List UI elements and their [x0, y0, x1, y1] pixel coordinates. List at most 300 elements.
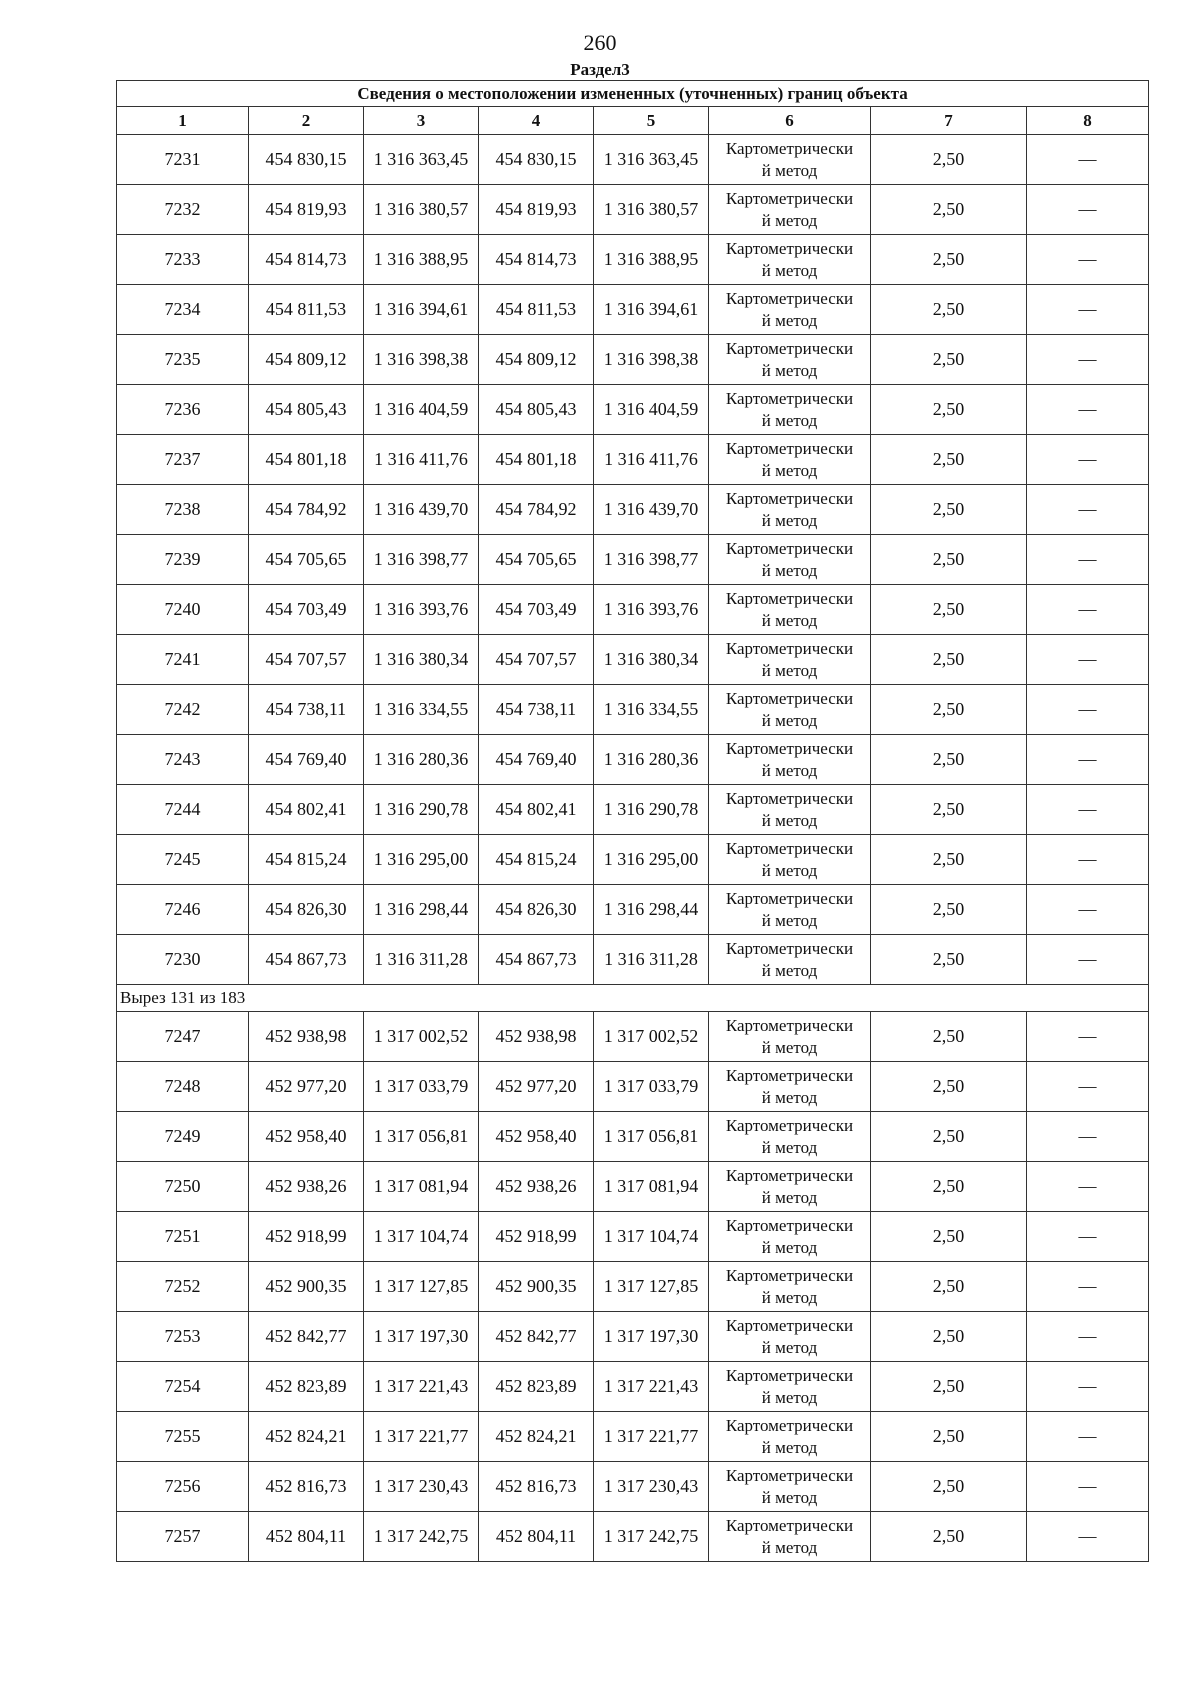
point-number-cell: 7231: [117, 135, 249, 185]
table-caption: Сведения о местоположении измененных (уточненных) границ объекта: [117, 81, 1149, 107]
method-cell: [709, 435, 871, 485]
y-coordinate-cell: 1 317 242,75: [364, 1512, 479, 1562]
description-cell: —: [1027, 435, 1149, 485]
y-coordinate-cell: 1 317 002,52: [594, 1012, 709, 1062]
method-text: Картометрически: [725, 788, 854, 808]
point-number-cell: 7249: [117, 1112, 249, 1162]
y-coordinate-cell: 1 317 221,77: [364, 1412, 479, 1462]
method-cell: [709, 735, 871, 785]
table-row: [117, 785, 1149, 835]
method-cell: [709, 885, 871, 935]
method-text: Картометрически: [725, 1065, 854, 1085]
table-row: [117, 535, 1149, 585]
column-number: 7: [871, 107, 1027, 135]
method-text: й метод: [761, 1337, 818, 1357]
description-cell: —: [1027, 585, 1149, 635]
point-number-cell: 7230: [117, 935, 249, 985]
x-coordinate-cell: 454 830,15: [249, 135, 364, 185]
section-title: Раздел3: [570, 60, 630, 79]
point-number-cell: 7238: [117, 485, 249, 535]
point-number-cell: 7244: [117, 785, 249, 835]
method-text: й метод: [761, 1237, 818, 1257]
method-cell: [709, 235, 871, 285]
method-text: Картометрически: [725, 838, 854, 858]
method-text: Картометрически: [725, 1415, 854, 1435]
x-coordinate-cell: 454 784,92: [249, 485, 364, 535]
method-text: й метод: [761, 1537, 818, 1557]
method-cell: [709, 1212, 871, 1262]
method-text: й метод: [761, 560, 818, 580]
method-text: Картометрически: [725, 738, 854, 758]
method-text: й метод: [761, 710, 818, 730]
method-text: Картометрически: [725, 1315, 854, 1335]
method-text: й метод: [761, 360, 818, 380]
point-number-cell: 7236: [117, 385, 249, 435]
precision-cell: 2,50: [871, 1212, 1027, 1262]
precision-cell: 2,50: [871, 385, 1027, 435]
description-cell: —: [1027, 185, 1149, 235]
description-cell: —: [1027, 735, 1149, 785]
point-number-cell: 7253: [117, 1312, 249, 1362]
method-text: Картометрически: [725, 588, 854, 608]
precision-cell: 2,50: [871, 335, 1027, 385]
method-text: й метод: [761, 460, 818, 480]
method-text: й метод: [761, 910, 818, 930]
x-coordinate-cell: 452 804,11: [249, 1512, 364, 1562]
y-coordinate-cell: 1 316 411,76: [364, 435, 479, 485]
table-row: [117, 335, 1149, 385]
method-cell: [709, 785, 871, 835]
method-text: Картометрически: [725, 188, 854, 208]
method-cell: [709, 1412, 871, 1462]
precision-cell: 2,50: [871, 235, 1027, 285]
point-number-cell: 7232: [117, 185, 249, 235]
description-cell: —: [1027, 635, 1149, 685]
x-coordinate-cell: 454 705,65: [479, 535, 594, 585]
x-coordinate-cell: 454 705,65: [249, 535, 364, 585]
x-coordinate-cell: 454 826,30: [479, 885, 594, 935]
point-number-cell: 7248: [117, 1062, 249, 1112]
method-cell: [709, 385, 871, 435]
point-number-cell: 7237: [117, 435, 249, 485]
x-coordinate-cell: 452 958,40: [479, 1112, 594, 1162]
table-row: [117, 1412, 1149, 1462]
table-row: [117, 285, 1149, 335]
y-coordinate-cell: 1 317 033,79: [594, 1062, 709, 1112]
point-number-cell: 7234: [117, 285, 249, 335]
point-number-cell: 7241: [117, 635, 249, 685]
y-coordinate-cell: 1 317 221,43: [364, 1362, 479, 1412]
description-cell: —: [1027, 335, 1149, 385]
x-coordinate-cell: 452 900,35: [479, 1262, 594, 1312]
point-number-cell: 7243: [117, 735, 249, 785]
method-cell: [709, 1462, 871, 1512]
method-text: Картометрически: [725, 538, 854, 558]
x-coordinate-cell: 452 824,21: [249, 1412, 364, 1462]
method-cell: [709, 1262, 871, 1312]
x-coordinate-cell: 452 977,20: [249, 1062, 364, 1112]
column-number: 2: [249, 107, 364, 135]
x-coordinate-cell: 454 830,15: [479, 135, 594, 185]
method-cell: [709, 585, 871, 635]
precision-cell: 2,50: [871, 485, 1027, 535]
x-coordinate-cell: 454 811,53: [249, 285, 364, 335]
point-number-cell: 7257: [117, 1512, 249, 1562]
point-number-cell: 7239: [117, 535, 249, 585]
method-cell: [709, 635, 871, 685]
x-coordinate-cell: 454 769,40: [479, 735, 594, 785]
method-cell: [709, 1362, 871, 1412]
table-row: [117, 385, 1149, 435]
precision-cell: 2,50: [871, 1062, 1027, 1112]
description-cell: —: [1027, 285, 1149, 335]
table-row: [117, 235, 1149, 285]
method-cell: [709, 135, 871, 185]
description-cell: —: [1027, 1462, 1149, 1512]
y-coordinate-cell: 1 317 081,94: [364, 1162, 479, 1212]
method-cell: [709, 1512, 871, 1562]
table-row: [117, 1212, 1149, 1262]
x-coordinate-cell: 452 977,20: [479, 1062, 594, 1112]
precision-cell: 2,50: [871, 1012, 1027, 1062]
y-coordinate-cell: 1 316 394,61: [594, 285, 709, 335]
point-number-cell: 7255: [117, 1412, 249, 1462]
x-coordinate-cell: 454 707,57: [249, 635, 364, 685]
precision-cell: 2,50: [871, 185, 1027, 235]
method-cell: [709, 1062, 871, 1112]
x-coordinate-cell: 452 938,98: [479, 1012, 594, 1062]
x-coordinate-cell: 454 738,11: [249, 685, 364, 735]
method-text: Картометрически: [725, 488, 854, 508]
x-coordinate-cell: 452 918,99: [249, 1212, 364, 1262]
method-text: Картометрически: [725, 688, 854, 708]
x-coordinate-cell: 454 809,12: [249, 335, 364, 385]
y-coordinate-cell: 1 317 056,81: [364, 1112, 479, 1162]
y-coordinate-cell: 1 316 398,77: [594, 535, 709, 585]
y-coordinate-cell: 1 316 388,95: [594, 235, 709, 285]
y-coordinate-cell: 1 316 439,70: [364, 485, 479, 535]
table-row: [117, 685, 1149, 735]
method-text: Картометрически: [725, 1365, 854, 1385]
x-coordinate-cell: 454 815,24: [479, 835, 594, 885]
y-coordinate-cell: 1 316 439,70: [594, 485, 709, 535]
table-row: [117, 585, 1149, 635]
table-row: [117, 435, 1149, 485]
x-coordinate-cell: 454 802,41: [249, 785, 364, 835]
x-coordinate-cell: 454 805,43: [249, 385, 364, 435]
y-coordinate-cell: 1 316 380,34: [364, 635, 479, 685]
y-coordinate-cell: 1 316 334,55: [594, 685, 709, 735]
y-coordinate-cell: 1 316 380,57: [364, 185, 479, 235]
precision-cell: 2,50: [871, 1312, 1027, 1362]
point-number-cell: 7251: [117, 1212, 249, 1262]
x-coordinate-cell: 454 769,40: [249, 735, 364, 785]
column-number: 1: [117, 107, 249, 135]
method-text: й метод: [761, 1037, 818, 1057]
description-cell: —: [1027, 1062, 1149, 1112]
precision-cell: 2,50: [871, 885, 1027, 935]
table-body: [117, 135, 1149, 1562]
y-coordinate-cell: 1 317 127,85: [594, 1262, 709, 1312]
description-cell: —: [1027, 535, 1149, 585]
y-coordinate-cell: 1 316 290,78: [594, 785, 709, 835]
description-cell: —: [1027, 1362, 1149, 1412]
table-row: [117, 485, 1149, 535]
x-coordinate-cell: 452 804,11: [479, 1512, 594, 1562]
method-text: й метод: [761, 960, 818, 980]
method-text: й метод: [761, 310, 818, 330]
table-row: [117, 1512, 1149, 1562]
table-row: [117, 735, 1149, 785]
x-coordinate-cell: 452 842,77: [479, 1312, 594, 1362]
method-text: й метод: [761, 260, 818, 280]
x-coordinate-cell: 452 816,73: [479, 1462, 594, 1512]
x-coordinate-cell: 454 809,12: [479, 335, 594, 385]
description-cell: —: [1027, 685, 1149, 735]
method-cell: [709, 685, 871, 735]
method-cell: [709, 1012, 871, 1062]
coordinates-table: [116, 80, 1149, 1562]
y-coordinate-cell: 1 317 242,75: [594, 1512, 709, 1562]
point-number-cell: 7235: [117, 335, 249, 385]
y-coordinate-cell: 1 316 380,57: [594, 185, 709, 235]
method-text: й метод: [761, 810, 818, 830]
x-coordinate-cell: 452 938,26: [479, 1162, 594, 1212]
method-text: й метод: [761, 1387, 818, 1407]
precision-cell: 2,50: [871, 785, 1027, 835]
x-coordinate-cell: 454 801,18: [249, 435, 364, 485]
column-number-row: [117, 107, 1149, 135]
subsection-row: [117, 985, 1149, 1012]
subsection-heading: Вырез 131 из 183: [117, 985, 1149, 1012]
table-row: [117, 1062, 1149, 1112]
method-cell: [709, 835, 871, 885]
method-text: Картометрически: [725, 938, 854, 958]
column-number: 4: [479, 107, 594, 135]
x-coordinate-cell: 454 805,43: [479, 385, 594, 435]
x-coordinate-cell: 452 823,89: [249, 1362, 364, 1412]
y-coordinate-cell: 1 317 002,52: [364, 1012, 479, 1062]
x-coordinate-cell: 452 816,73: [249, 1462, 364, 1512]
description-cell: —: [1027, 1312, 1149, 1362]
column-number: 5: [594, 107, 709, 135]
method-text: Картометрически: [725, 638, 854, 658]
x-coordinate-cell: 454 815,24: [249, 835, 364, 885]
y-coordinate-cell: 1 316 393,76: [364, 585, 479, 635]
y-coordinate-cell: 1 316 334,55: [364, 685, 479, 735]
description-cell: —: [1027, 1262, 1149, 1312]
method-text: Картометрически: [725, 1115, 854, 1135]
method-text: й метод: [761, 510, 818, 530]
table-row: [117, 1162, 1149, 1212]
y-coordinate-cell: 1 317 056,81: [594, 1112, 709, 1162]
x-coordinate-cell: 454 811,53: [479, 285, 594, 335]
y-coordinate-cell: 1 316 398,38: [364, 335, 479, 385]
y-coordinate-cell: 1 316 311,28: [364, 935, 479, 985]
table-row: [117, 1112, 1149, 1162]
y-coordinate-cell: 1 316 404,59: [364, 385, 479, 435]
method-text: Картометрически: [725, 388, 854, 408]
precision-cell: 2,50: [871, 585, 1027, 635]
table-row: [117, 1362, 1149, 1412]
precision-cell: 2,50: [871, 435, 1027, 485]
precision-cell: 2,50: [871, 135, 1027, 185]
y-coordinate-cell: 1 316 295,00: [364, 835, 479, 885]
x-coordinate-cell: 452 938,26: [249, 1162, 364, 1212]
description-cell: —: [1027, 1512, 1149, 1562]
y-coordinate-cell: 1 317 221,43: [594, 1362, 709, 1412]
y-coordinate-cell: 1 317 230,43: [594, 1462, 709, 1512]
method-cell: [709, 335, 871, 385]
y-coordinate-cell: 1 316 388,95: [364, 235, 479, 285]
table-row: [117, 835, 1149, 885]
column-number: 8: [1027, 107, 1149, 135]
precision-cell: 2,50: [871, 285, 1027, 335]
x-coordinate-cell: 454 867,73: [479, 935, 594, 985]
precision-cell: 2,50: [871, 935, 1027, 985]
y-coordinate-cell: 1 316 398,77: [364, 535, 479, 585]
precision-cell: 2,50: [871, 1112, 1027, 1162]
y-coordinate-cell: 1 316 298,44: [594, 885, 709, 935]
x-coordinate-cell: 454 819,93: [479, 185, 594, 235]
table-row: [117, 1312, 1149, 1362]
y-coordinate-cell: 1 316 363,45: [594, 135, 709, 185]
table-row: [117, 1012, 1149, 1062]
precision-cell: 2,50: [871, 1362, 1027, 1412]
description-cell: —: [1027, 935, 1149, 985]
method-text: й метод: [761, 860, 818, 880]
y-coordinate-cell: 1 317 104,74: [364, 1212, 479, 1262]
x-coordinate-cell: 454 814,73: [479, 235, 594, 285]
point-number-cell: 7233: [117, 235, 249, 285]
column-number: 6: [709, 107, 871, 135]
x-coordinate-cell: 454 703,49: [249, 585, 364, 635]
description-cell: —: [1027, 1412, 1149, 1462]
precision-cell: 2,50: [871, 1462, 1027, 1512]
x-coordinate-cell: 454 867,73: [249, 935, 364, 985]
precision-cell: 2,50: [871, 1512, 1027, 1562]
method-text: й метод: [761, 1287, 818, 1307]
table-row: [117, 135, 1149, 185]
method-text: й метод: [761, 1437, 818, 1457]
description-cell: —: [1027, 1212, 1149, 1262]
y-coordinate-cell: 1 316 411,76: [594, 435, 709, 485]
description-cell: —: [1027, 835, 1149, 885]
x-coordinate-cell: 454 819,93: [249, 185, 364, 235]
y-coordinate-cell: 1 316 393,76: [594, 585, 709, 635]
y-coordinate-cell: 1 316 398,38: [594, 335, 709, 385]
x-coordinate-cell: 454 703,49: [479, 585, 594, 635]
description-cell: —: [1027, 485, 1149, 535]
method-cell: [709, 485, 871, 535]
precision-cell: 2,50: [871, 1262, 1027, 1312]
y-coordinate-cell: 1 317 221,77: [594, 1412, 709, 1462]
y-coordinate-cell: 1 317 230,43: [364, 1462, 479, 1512]
method-text: Картометрически: [725, 138, 854, 158]
precision-cell: 2,50: [871, 635, 1027, 685]
x-coordinate-cell: 452 918,99: [479, 1212, 594, 1262]
method-cell: [709, 185, 871, 235]
method-cell: [709, 1162, 871, 1212]
x-coordinate-cell: 452 823,89: [479, 1362, 594, 1412]
method-text: Картометрически: [725, 1515, 854, 1535]
x-coordinate-cell: 454 814,73: [249, 235, 364, 285]
table-row: [117, 885, 1149, 935]
description-cell: —: [1027, 1012, 1149, 1062]
x-coordinate-cell: 452 958,40: [249, 1112, 364, 1162]
precision-cell: 2,50: [871, 835, 1027, 885]
point-number-cell: 7242: [117, 685, 249, 735]
y-coordinate-cell: 1 317 197,30: [594, 1312, 709, 1362]
precision-cell: 2,50: [871, 735, 1027, 785]
method-cell: [709, 285, 871, 335]
method-text: Картометрически: [725, 1015, 854, 1035]
y-coordinate-cell: 1 316 394,61: [364, 285, 479, 335]
method-text: Картометрически: [725, 288, 854, 308]
method-text: Картометрически: [725, 1265, 854, 1285]
x-coordinate-cell: 454 738,11: [479, 685, 594, 735]
point-number-cell: 7246: [117, 885, 249, 935]
point-number-cell: 7254: [117, 1362, 249, 1412]
point-number-cell: 7245: [117, 835, 249, 885]
page-number: 260: [583, 30, 617, 55]
method-text: й метод: [761, 210, 818, 230]
method-text: й метод: [761, 660, 818, 680]
table-caption-row: [117, 81, 1149, 107]
description-cell: —: [1027, 1112, 1149, 1162]
table-row: [117, 935, 1149, 985]
method-text: Картометрически: [725, 1215, 854, 1235]
x-coordinate-cell: 452 842,77: [249, 1312, 364, 1362]
y-coordinate-cell: 1 316 363,45: [364, 135, 479, 185]
point-number-cell: 7247: [117, 1012, 249, 1062]
precision-cell: 2,50: [871, 1162, 1027, 1212]
y-coordinate-cell: 1 316 295,00: [594, 835, 709, 885]
point-number-cell: 7256: [117, 1462, 249, 1512]
method-cell: [709, 1312, 871, 1362]
description-cell: —: [1027, 385, 1149, 435]
method-text: й метод: [761, 1187, 818, 1207]
table-row: [117, 1462, 1149, 1512]
y-coordinate-cell: 1 316 290,78: [364, 785, 479, 835]
method-cell: [709, 535, 871, 585]
y-coordinate-cell: 1 316 280,36: [364, 735, 479, 785]
x-coordinate-cell: 452 900,35: [249, 1262, 364, 1312]
table-row: [117, 185, 1149, 235]
x-coordinate-cell: 454 802,41: [479, 785, 594, 835]
method-text: Картометрически: [725, 1465, 854, 1485]
point-number-cell: 7250: [117, 1162, 249, 1212]
y-coordinate-cell: 1 317 033,79: [364, 1062, 479, 1112]
description-cell: —: [1027, 135, 1149, 185]
y-coordinate-cell: 1 317 104,74: [594, 1212, 709, 1262]
method-text: Картометрически: [725, 438, 854, 458]
y-coordinate-cell: 1 316 404,59: [594, 385, 709, 435]
method-text: й метод: [761, 1137, 818, 1157]
x-coordinate-cell: 452 824,21: [479, 1412, 594, 1462]
point-number-cell: 7252: [117, 1262, 249, 1312]
description-cell: —: [1027, 235, 1149, 285]
method-text: Картометрически: [725, 338, 854, 358]
description-cell: —: [1027, 1162, 1149, 1212]
y-coordinate-cell: 1 317 197,30: [364, 1312, 479, 1362]
precision-cell: 2,50: [871, 1412, 1027, 1462]
y-coordinate-cell: 1 317 127,85: [364, 1262, 479, 1312]
precision-cell: 2,50: [871, 685, 1027, 735]
y-coordinate-cell: 1 316 380,34: [594, 635, 709, 685]
description-cell: —: [1027, 885, 1149, 935]
y-coordinate-cell: 1 316 280,36: [594, 735, 709, 785]
